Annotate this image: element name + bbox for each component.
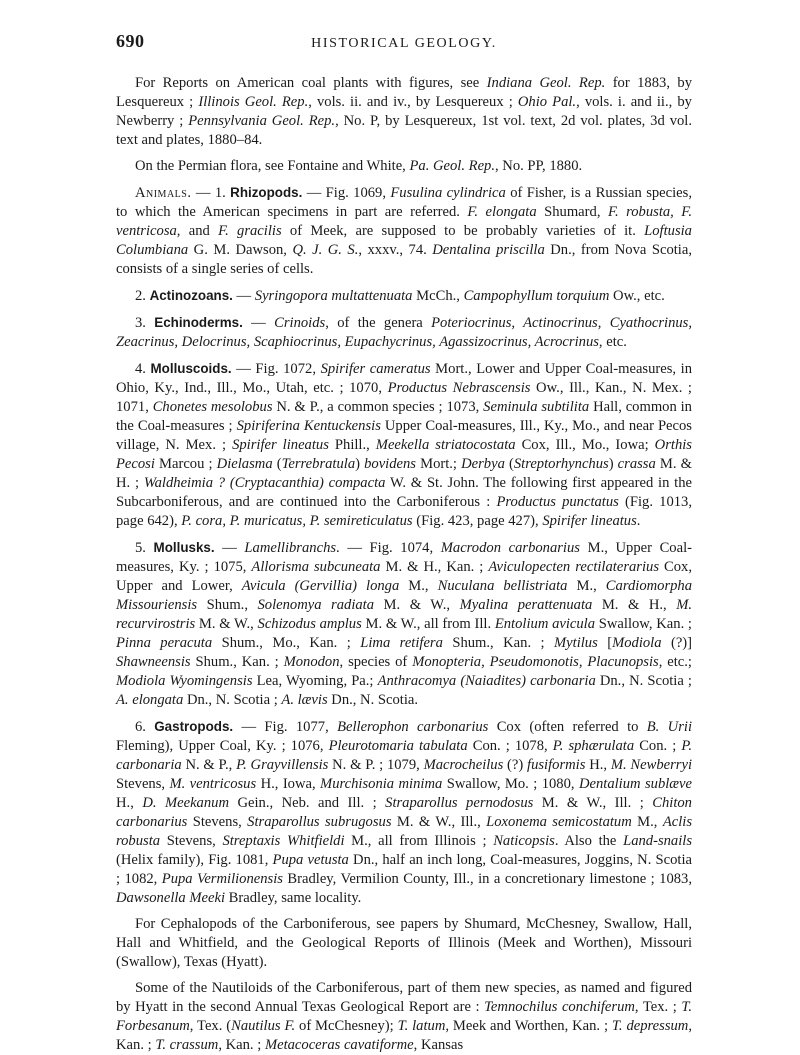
- paragraph-permian-flora: [116, 157, 692, 176]
- taxon-name: Meekella striatocostata: [375, 437, 516, 453]
- taxon-name: Waldheimia ? (Cryptacanthia) compacta: [143, 475, 386, 491]
- text-run: Mort., Lower and Upper Coal-measures, in Ohio, Ky., Ind., Ill., Mo., Utah, etc. ; 1070,: [116, 361, 693, 396]
- text-run: , vols. i. and ii., by Newberry ;: [116, 94, 692, 129]
- body-text: [116, 74, 692, 1055]
- taxon-name: Poteriocrinus, Actinocrinus, Cyathocrinus, Zeacrinus, Delocrinus, Scaphiocrinus, Eupachycrinus, Agassizocrinus, Acrocrinus: [116, 315, 692, 350]
- text-run: 3.: [134, 315, 155, 331]
- text-run: Shum., Kan. ;: [442, 635, 554, 651]
- text-run: (Helix family), Fig. 1081,: [116, 852, 273, 868]
- taxon-name: fusiformis: [527, 757, 586, 773]
- text-run: 4.: [134, 361, 151, 377]
- taxon-name: T. Forbesanum: [116, 999, 693, 1034]
- text-run: M. & W., Ill.,: [391, 814, 487, 830]
- taxon-name: Chiton carbonarius: [116, 795, 692, 830]
- taxon-name: Spirifer lineatus: [542, 513, 637, 529]
- taxon-name: Streptaxis Whitfieldi: [222, 833, 345, 849]
- text-run: , etc.;: [658, 654, 692, 670]
- paragraph-rhizopods: [116, 183, 692, 279]
- taxon-name: Spiriferina Kentuckensis: [236, 418, 381, 434]
- text-run: M.,: [631, 814, 663, 830]
- taxon-name: M. ventricosus: [169, 776, 257, 792]
- taxon-name: D. Meekanum: [142, 795, 229, 811]
- text-run: Some of the Nautiloids of the Carboniferous, part of them new species, as named and figured by Hyatt in the second Annual Texas Geological Report are :: [116, 980, 692, 1015]
- text-run: Dn., N. Scotia.: [327, 692, 419, 708]
- taxon-name: Monopteria, Pseudomonotis, Placunopsis: [412, 654, 659, 670]
- text-run: Swallow, Kan. ;: [595, 616, 692, 632]
- taxon-name: Monodon: [283, 654, 340, 670]
- text-run: , xxxv., 74.: [358, 242, 433, 258]
- text-run: , No. P, by Lesquereux, 1st vol. text, 2d vol. plates, 3d vol. text and plates, 1880–84.: [116, 113, 692, 148]
- text-run: . Also the: [554, 833, 624, 849]
- taxon-name: Nuculana bellistriata: [437, 578, 568, 594]
- text-run: , Kan. ;: [218, 1037, 265, 1053]
- taxon-name: Lamellibranchs: [244, 540, 337, 556]
- paragraph-molluscoids: [116, 359, 692, 531]
- text-run: .: [636, 513, 641, 529]
- taxon-name: Crinoids: [274, 315, 326, 331]
- text-run: , vols. ii. and iv., by Lesquereux ;: [308, 94, 518, 110]
- taxon-name: Streptorhynchus: [513, 456, 609, 472]
- taxon-name: Productus Nebrascensis: [387, 380, 531, 396]
- taxon-name: Modiola: [612, 635, 662, 651]
- text-run: Dn., half an inch long, Coal-measures, Joggins, N. Scotia ; 1082,: [116, 852, 693, 887]
- taxon-name: M. recurvirostris: [116, 597, 692, 632]
- taxon-name: Syringopora multattenuata: [254, 288, 413, 304]
- taxon-name: Macrodon carbonarius: [440, 540, 580, 556]
- text-run: ): [608, 456, 618, 472]
- text-run: — Fig. 1069,: [302, 185, 391, 201]
- taxon-name: Fusulina cylindrica: [390, 185, 506, 201]
- text-run: , No. PP, 1880.: [495, 158, 583, 174]
- page-number: 690: [116, 31, 145, 51]
- text-run: H.,: [116, 795, 143, 811]
- text-run: — Fig. 1072,: [231, 361, 321, 377]
- taxon-name: Q. J. G. S.: [292, 242, 359, 258]
- text-run: 6.: [134, 719, 155, 735]
- text-run: Bradley, same locality.: [225, 890, 362, 906]
- text-run: , species of: [339, 654, 413, 670]
- text-run: For Reports on American coal plants with figures, see: [134, 75, 487, 91]
- text-run: M. & H., Kan. ;: [380, 559, 489, 575]
- taxon-name: Macrocheilus: [423, 757, 504, 773]
- text-run: M. & H.,: [592, 597, 677, 613]
- text-run: H.,: [585, 757, 611, 773]
- taxon-name: Pa. Geol. Rep.: [409, 158, 495, 174]
- text-run: For Cephalopods of the Carboniferous, see papers by Shumard, McChesney, Swallow, Hall, Hall and Whitfield, and the Geological Reports of Illinois (Meek and Worthen), Missouri (Swallow), Texas (Hyatt).: [116, 916, 692, 970]
- taxon-name: Schizodus amplus: [257, 616, 362, 632]
- taxon-name: Straparollus pernodosus: [385, 795, 534, 811]
- section-heading: Molluscoids.: [150, 361, 232, 376]
- text-run: Dn., from Nova Scotia, consists of a single series of cells.: [116, 242, 692, 277]
- taxon-name: Straparollus subrugosus: [247, 814, 392, 830]
- taxon-name: Pennsylvania Geol. Rep.: [188, 113, 336, 129]
- section-heading: Actinozoans.: [149, 288, 233, 303]
- text-run: Lea, Wyoming, Pa.;: [252, 673, 378, 689]
- taxon-name: P. cora, P. muricatus, P. semireticulatus: [181, 513, 413, 529]
- text-run: [: [597, 635, 613, 651]
- text-run: (: [504, 456, 514, 472]
- taxon-name: A. elongata: [116, 692, 184, 708]
- text-run: — Fig. 1077,: [233, 719, 338, 735]
- text-run: , of the genera: [325, 315, 432, 331]
- text-run: Cox (often referred to: [488, 719, 647, 735]
- text-run: . — Fig. 1074,: [336, 540, 441, 556]
- paragraph-echinoderms: [116, 313, 692, 352]
- text-run: Shum., Mo., Kan. ;: [212, 635, 361, 651]
- taxon-name: B. Urii: [646, 719, 692, 735]
- taxon-name: Aviculopecten rectilaterarius: [488, 559, 660, 575]
- taxon-name: A. lævis: [281, 692, 328, 708]
- taxon-name: Shawneensis: [116, 654, 191, 670]
- text-run: Gein., Neb. and Ill. ;: [228, 795, 386, 811]
- taxon-name: Chonetes mesolobus: [152, 399, 273, 415]
- text-run: Cox, Ill., Mo., Iowa;: [515, 437, 655, 453]
- taxon-name: crassa: [617, 456, 656, 472]
- text-run: of Meek, are supposed to be probably varieties of it.: [281, 223, 645, 239]
- section-heading: Echinoderms.: [154, 315, 243, 330]
- text-run: Mort.;: [415, 456, 462, 472]
- taxon-name: P. sphærulata: [552, 738, 635, 754]
- text-run: H., Iowa,: [256, 776, 321, 792]
- text-run: Con. ; 1078,: [467, 738, 553, 754]
- text-run: , Meek and Worthen, Kan. ;: [445, 1018, 612, 1034]
- text-run: , Tex. (: [189, 1018, 232, 1034]
- running-head: [116, 28, 692, 54]
- taxon-name: Pupa Vermilionensis: [161, 871, 283, 887]
- text-run: (Fig. 423, page 427),: [412, 513, 543, 529]
- section-label: Animals.: [134, 185, 192, 201]
- text-run: M.,: [399, 578, 438, 594]
- taxon-name: Loxonema semicostatum: [486, 814, 632, 830]
- text-run: ): [355, 456, 365, 472]
- text-run: Stevens,: [116, 776, 170, 792]
- text-run: for 1883, by Lesquereux ;: [116, 75, 692, 110]
- taxon-name: F. robusta, F. ventricosa,: [116, 204, 692, 239]
- section-heading: Mollusks.: [153, 540, 215, 555]
- text-run: —: [242, 315, 275, 331]
- text-run: (Fig. 1013, page 642),: [116, 494, 692, 529]
- text-run: Swallow, Mo. ; 1080,: [442, 776, 579, 792]
- text-run: Stevens,: [187, 814, 248, 830]
- taxon-name: Nautilus F.: [231, 1018, 296, 1034]
- taxon-name: T. crassum: [155, 1037, 219, 1053]
- text-run: M. & W.,: [374, 597, 460, 613]
- text-run: McCh.,: [412, 288, 464, 304]
- text-run: M.,: [567, 578, 606, 594]
- taxon-name: P. carbonaria: [116, 738, 693, 773]
- section-heading: Gastropods.: [154, 719, 234, 734]
- text-run: , etc.: [598, 334, 627, 350]
- taxon-name: M. Newberryi: [610, 757, 692, 773]
- text-run: —: [232, 288, 255, 304]
- text-run: Cox, Upper and Lower,: [116, 559, 693, 594]
- running-title: HISTORICAL GEOLOGY.: [311, 36, 497, 51]
- text-run: Shumard,: [536, 204, 608, 220]
- text-run: , Tex. ;: [634, 999, 682, 1015]
- taxon-name: Entolium avicula: [494, 616, 596, 632]
- taxon-name: Metacoceras cavatiforme: [264, 1037, 414, 1053]
- section-heading: Rhizopods.: [230, 185, 303, 200]
- taxon-name: Pupa vetusta: [272, 852, 349, 868]
- taxon-name: Modiola Wyomingensis: [116, 673, 253, 689]
- taxon-name: T. latum: [397, 1018, 446, 1034]
- text-run: M. & W., Ill. ;: [533, 795, 653, 811]
- taxon-name: Indiana Geol. Rep.: [486, 75, 606, 91]
- text-run: Ow., etc.: [609, 288, 665, 304]
- taxon-name: Land-snails: [623, 833, 693, 849]
- text-run: Upper Coal-measures, Ill., Ky., Mo., and near Pecos village, N. Mex. ;: [116, 418, 692, 453]
- text-run: Stevens,: [160, 833, 223, 849]
- taxon-name: Loftusia Columbiana: [116, 223, 692, 258]
- text-run: G. M. Dawson,: [188, 242, 293, 258]
- taxon-name: Murchisonia minima: [320, 776, 443, 792]
- text-run: W. & St. John. The following first appeared in the Subcarboniferous, and are continued into the Carboniferous :: [116, 475, 692, 510]
- text-run: , Kansas: [413, 1037, 464, 1053]
- text-run: Dn., N. Scotia ;: [595, 673, 692, 689]
- taxon-name: Cardiomorpha Missouriensis: [116, 578, 693, 613]
- text-run: and: [180, 223, 219, 239]
- taxon-name: Temnochilus conchiferum: [484, 999, 635, 1015]
- text-run: Shum.,: [197, 597, 258, 613]
- taxon-name: Illinois Geol. Rep.: [198, 94, 309, 110]
- paragraph-nautiloids: [116, 979, 692, 1055]
- text-run: Ow., Ill., Kan., N. Mex. ; 1071,: [116, 380, 692, 415]
- paragraph-gastropods: [116, 717, 692, 908]
- taxon-name: Solenomya radiata: [257, 597, 375, 613]
- taxon-name: Campophyllum torquium: [463, 288, 610, 304]
- text-run: Shum., Kan. ;: [190, 654, 284, 670]
- text-run: M. & W., all from Ill.: [361, 616, 495, 632]
- taxon-name: Myalina perattenuata: [459, 597, 593, 613]
- text-run: N. & P.,: [181, 757, 237, 773]
- text-run: Hall, common in the Coal-measures ;: [116, 399, 692, 434]
- taxon-name: Allorisma subcuneata: [251, 559, 381, 575]
- text-run: M. & H. ;: [116, 456, 692, 491]
- text-run: Marcou ;: [154, 456, 217, 472]
- text-run: N. & P. ; 1079,: [328, 757, 424, 773]
- text-run: Con. ;: [634, 738, 682, 754]
- taxon-name: Lima retifera: [360, 635, 443, 651]
- taxon-name: Orthis Pecosi: [116, 437, 692, 472]
- text-run: — 1.: [191, 185, 231, 201]
- text-run: (: [272, 456, 282, 472]
- text-run: of McChesney);: [295, 1018, 398, 1034]
- taxon-name: Spirifer cameratus: [320, 361, 431, 377]
- paragraph-coal-plant-reports: [116, 74, 692, 150]
- taxon-name: Bellerophon carbonarius: [337, 719, 489, 735]
- taxon-name: bovidens: [364, 456, 416, 472]
- text-run: M., all from Illinois ;: [344, 833, 494, 849]
- taxon-name: Pinna peracuta: [116, 635, 213, 651]
- paragraph-mollusks: [116, 538, 692, 710]
- taxon-name: Seminula subtilita: [483, 399, 590, 415]
- text-run: M. & W.,: [195, 616, 258, 632]
- paragraph-actinozoans: [116, 286, 692, 306]
- text-run: (?)]: [661, 635, 693, 651]
- text-run: Bradley, Vermilion County, Ill., in a concretionary limestone ; 1083,: [282, 871, 693, 887]
- text-run: Fleming), Upper Coal, Ky. ; 1076,: [116, 738, 329, 754]
- taxon-name: Ohio Pal.: [517, 94, 577, 110]
- taxon-name: Dentalina priscilla: [432, 242, 545, 258]
- taxon-name: Dielasma: [216, 456, 273, 472]
- text-run: M., Upper Coal-measures, Ky. ; 1075,: [116, 540, 692, 575]
- paragraph-cephalopods: [116, 915, 692, 972]
- text-run: (?): [503, 757, 528, 773]
- taxon-name: Terrebratula: [281, 456, 356, 472]
- taxon-name: Mytilus: [554, 635, 598, 651]
- taxon-name: Naticopsis: [493, 833, 555, 849]
- text-run: Dn., N. Scotia ;: [183, 692, 282, 708]
- taxon-name: Derbya: [461, 456, 505, 472]
- taxon-name: Aclis robusta: [116, 814, 692, 849]
- taxon-name: Avicula (Gervillia) longa: [241, 578, 400, 594]
- text-run: —: [214, 540, 245, 556]
- text-run: , Kan. ;: [116, 1018, 692, 1053]
- taxon-name: Pleurotomaria tabulata: [328, 738, 468, 754]
- taxon-name: Anthracomya (Naiadites) carbonaria: [377, 673, 596, 689]
- text-run: N. & P., a common species ; 1073,: [272, 399, 484, 415]
- taxon-name: Spirifer lineatus: [232, 437, 329, 453]
- text-run: Phill.,: [328, 437, 376, 453]
- taxon-name: P. Grayvillensis: [236, 757, 329, 773]
- text-run: 5.: [134, 540, 154, 556]
- text-run: On the Permian flora, see Fontaine and White,: [134, 158, 410, 174]
- taxon-name: F. gracilis: [218, 223, 282, 239]
- text-run: 2.: [134, 288, 150, 304]
- taxon-name: Dentalium sublæve: [578, 776, 692, 792]
- taxon-name: T. depressum: [611, 1018, 689, 1034]
- taxon-name: F. elongata: [467, 204, 537, 220]
- text-run: of Fisher, is a Russian species, to which the American specimens in part are referred.: [116, 185, 692, 220]
- taxon-name: Productus punctatus: [496, 494, 619, 510]
- taxon-name: Dawsonella Meeki: [116, 890, 226, 906]
